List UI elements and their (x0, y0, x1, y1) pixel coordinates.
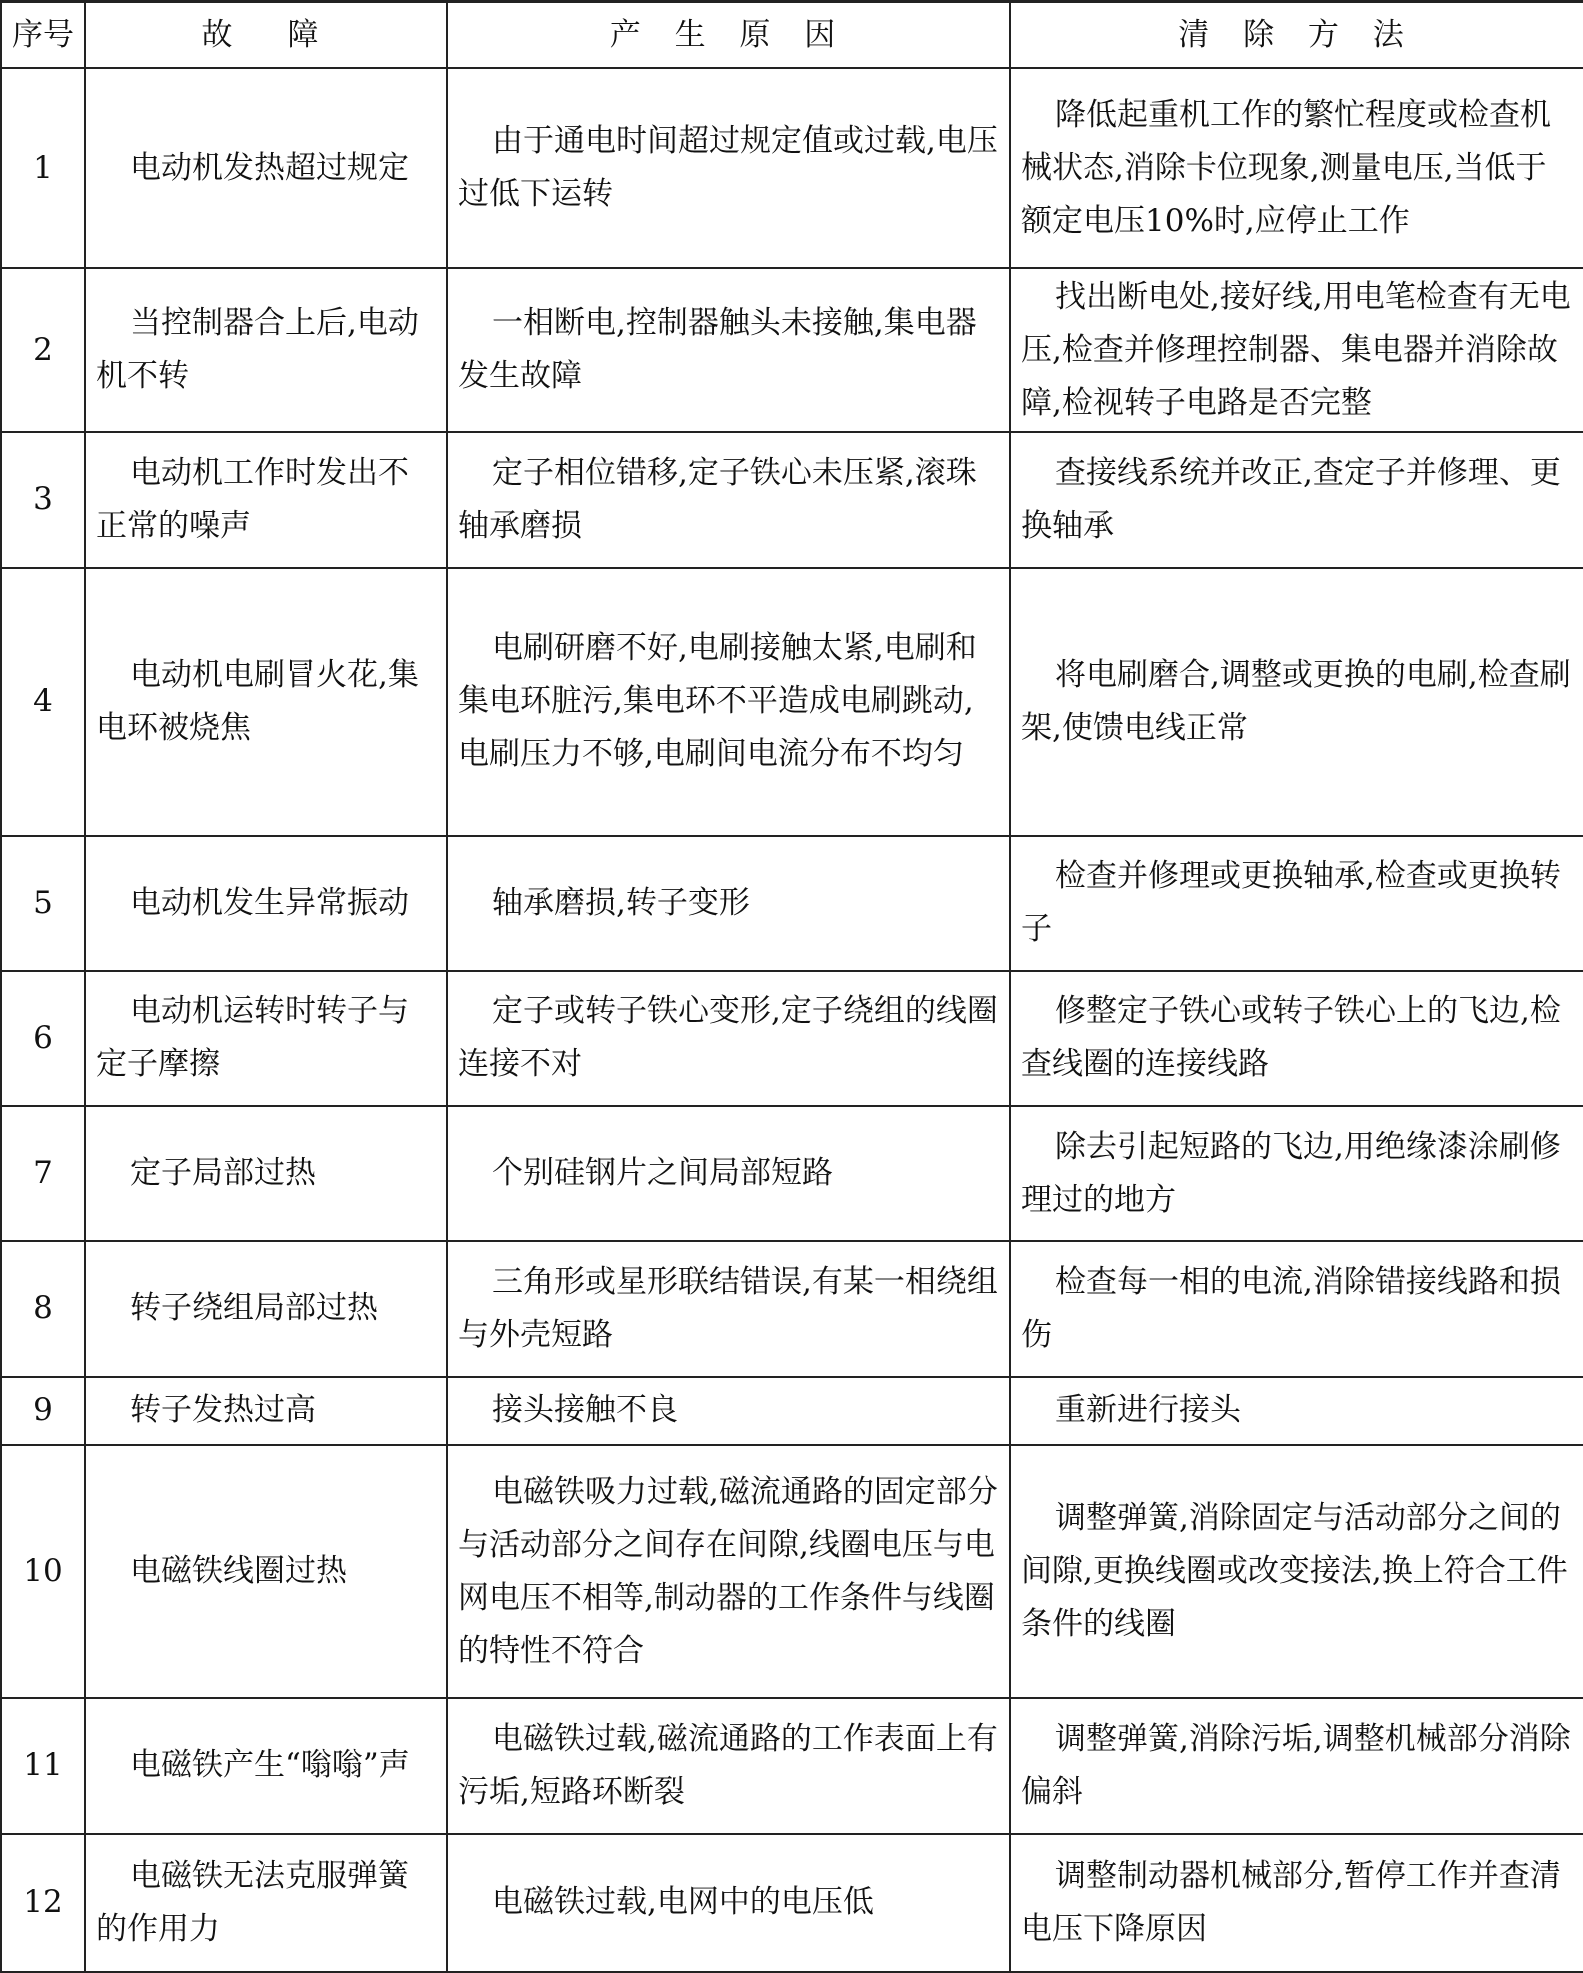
row-remedy: 找出断电处,接好线,用电笔检查有无电压,检查并修理控制器、集电器并消除故障,检视转子电路是否完整 (1010, 268, 1583, 432)
row-fault: 电动机电刷冒火花,集电环被烧焦 (85, 568, 447, 837)
row-cause: 一相断电,控制器触头未接触,集电器发生故障 (447, 268, 1010, 432)
row-remedy: 修整定子铁心或转子铁心上的飞边,检查线圈的连接线路 (1010, 971, 1583, 1106)
row-no: 1 (1, 68, 85, 268)
row-cause: 电磁铁过载,磁流通路的工作表面上有污垢,短路环断裂 (447, 1698, 1010, 1833)
row-remedy: 调整制动器机械部分,暂停工作并查清电压下降原因 (1010, 1834, 1583, 1972)
row-fault: 当控制器合上后,电动机不转 (85, 268, 447, 432)
row-fault: 电磁铁线圈过热 (85, 1445, 447, 1698)
table-row (1, 836, 1583, 970)
row-no: 8 (1, 1241, 85, 1376)
row-fault: 电磁铁无法克服弹簧的作用力 (85, 1834, 447, 1972)
table-row (1, 268, 1583, 432)
table-row (1, 1241, 1583, 1376)
row-remedy: 调整弹簧,消除固定与活动部分之间的间隙,更换线圈或改变接法,换上符合工件条件的线圈 (1010, 1445, 1583, 1698)
row-cause: 个别硅钢片之间局部短路 (447, 1106, 1010, 1241)
row-cause: 由于通电时间超过规定值或过载,电压过低下运转 (447, 68, 1010, 268)
table-row (1, 432, 1583, 567)
table-row (1, 1698, 1583, 1833)
table-row (1, 1445, 1583, 1698)
table-row (1, 971, 1583, 1106)
row-fault: 电动机运转时转子与定子摩擦 (85, 971, 447, 1106)
row-no: 5 (1, 836, 85, 970)
row-cause: 定子相位错移,定子铁心未压紧,滚珠轴承磨损 (447, 432, 1010, 567)
row-no: 7 (1, 1106, 85, 1241)
row-remedy: 查接线系统并改正,查定子并修理、更换轴承 (1010, 432, 1583, 567)
table-row (1, 1834, 1583, 1972)
row-no: 12 (1, 1834, 85, 1972)
row-fault: 电动机发生异常振动 (85, 836, 447, 970)
row-no: 11 (1, 1698, 85, 1833)
row-remedy: 将电刷磨合,调整或更换的电刷,检查刷架,使馈电线正常 (1010, 568, 1583, 837)
row-no: 9 (1, 1377, 85, 1445)
table-row (1, 68, 1583, 268)
row-fault: 定子局部过热 (85, 1106, 447, 1241)
row-cause: 轴承磨损,转子变形 (447, 836, 1010, 970)
row-cause: 三角形或星形联结错误,有某一相绕组与外壳短路 (447, 1241, 1010, 1376)
row-remedy: 降低起重机工作的繁忙程度或检查机械状态,消除卡位现象,测量电压,当低于额定电压10%时,应停止工作 (1010, 68, 1583, 268)
header-cause: 产 生 原 因 (447, 2, 1010, 69)
row-remedy: 检查每一相的电流,消除错接线路和损伤 (1010, 1241, 1583, 1376)
row-cause: 电磁铁过载,电网中的电压低 (447, 1834, 1010, 1972)
row-fault: 电磁铁产生“嗡嗡”声 (85, 1698, 447, 1833)
row-cause: 定子或转子铁心变形,定子绕组的线圈连接不对 (447, 971, 1010, 1106)
table-row (1, 568, 1583, 837)
row-cause: 电刷研磨不好,电刷接触太紧,电刷和集电环脏污,集电环不平造成电刷跳动,电刷压力不够,电刷间电流分布不均匀 (447, 568, 1010, 837)
header-fault: 故 障 (85, 2, 447, 69)
row-fault: 电动机工作时发出不正常的噪声 (85, 432, 447, 567)
row-remedy: 重新进行接头 (1010, 1377, 1583, 1445)
row-fault: 电动机发热超过规定 (85, 68, 447, 268)
row-remedy: 除去引起短路的飞边,用绝缘漆涂刷修理过的地方 (1010, 1106, 1583, 1241)
row-remedy: 调整弹簧,消除污垢,调整机械部分消除偏斜 (1010, 1698, 1583, 1833)
row-no: 4 (1, 568, 85, 837)
row-cause: 接头接触不良 (447, 1377, 1010, 1445)
row-fault: 转子绕组局部过热 (85, 1241, 447, 1376)
row-no: 3 (1, 432, 85, 567)
row-cause: 电磁铁吸力过载,磁流通路的固定部分与活动部分之间存在间隙,线圈电压与电网电压不相等,制动器的工作条件与线圈的特性不符合 (447, 1445, 1010, 1698)
header-row (1, 2, 1583, 69)
header-no: 序号 (1, 2, 85, 69)
table-row (1, 1377, 1583, 1445)
row-no: 2 (1, 268, 85, 432)
row-no: 10 (1, 1445, 85, 1698)
row-no: 6 (1, 971, 85, 1106)
row-remedy: 检查并修理或更换轴承,检查或更换转子 (1010, 836, 1583, 970)
header-remedy: 清 除 方 法 (1010, 2, 1583, 69)
row-fault: 转子发热过高 (85, 1377, 447, 1445)
table-row (1, 1106, 1583, 1241)
